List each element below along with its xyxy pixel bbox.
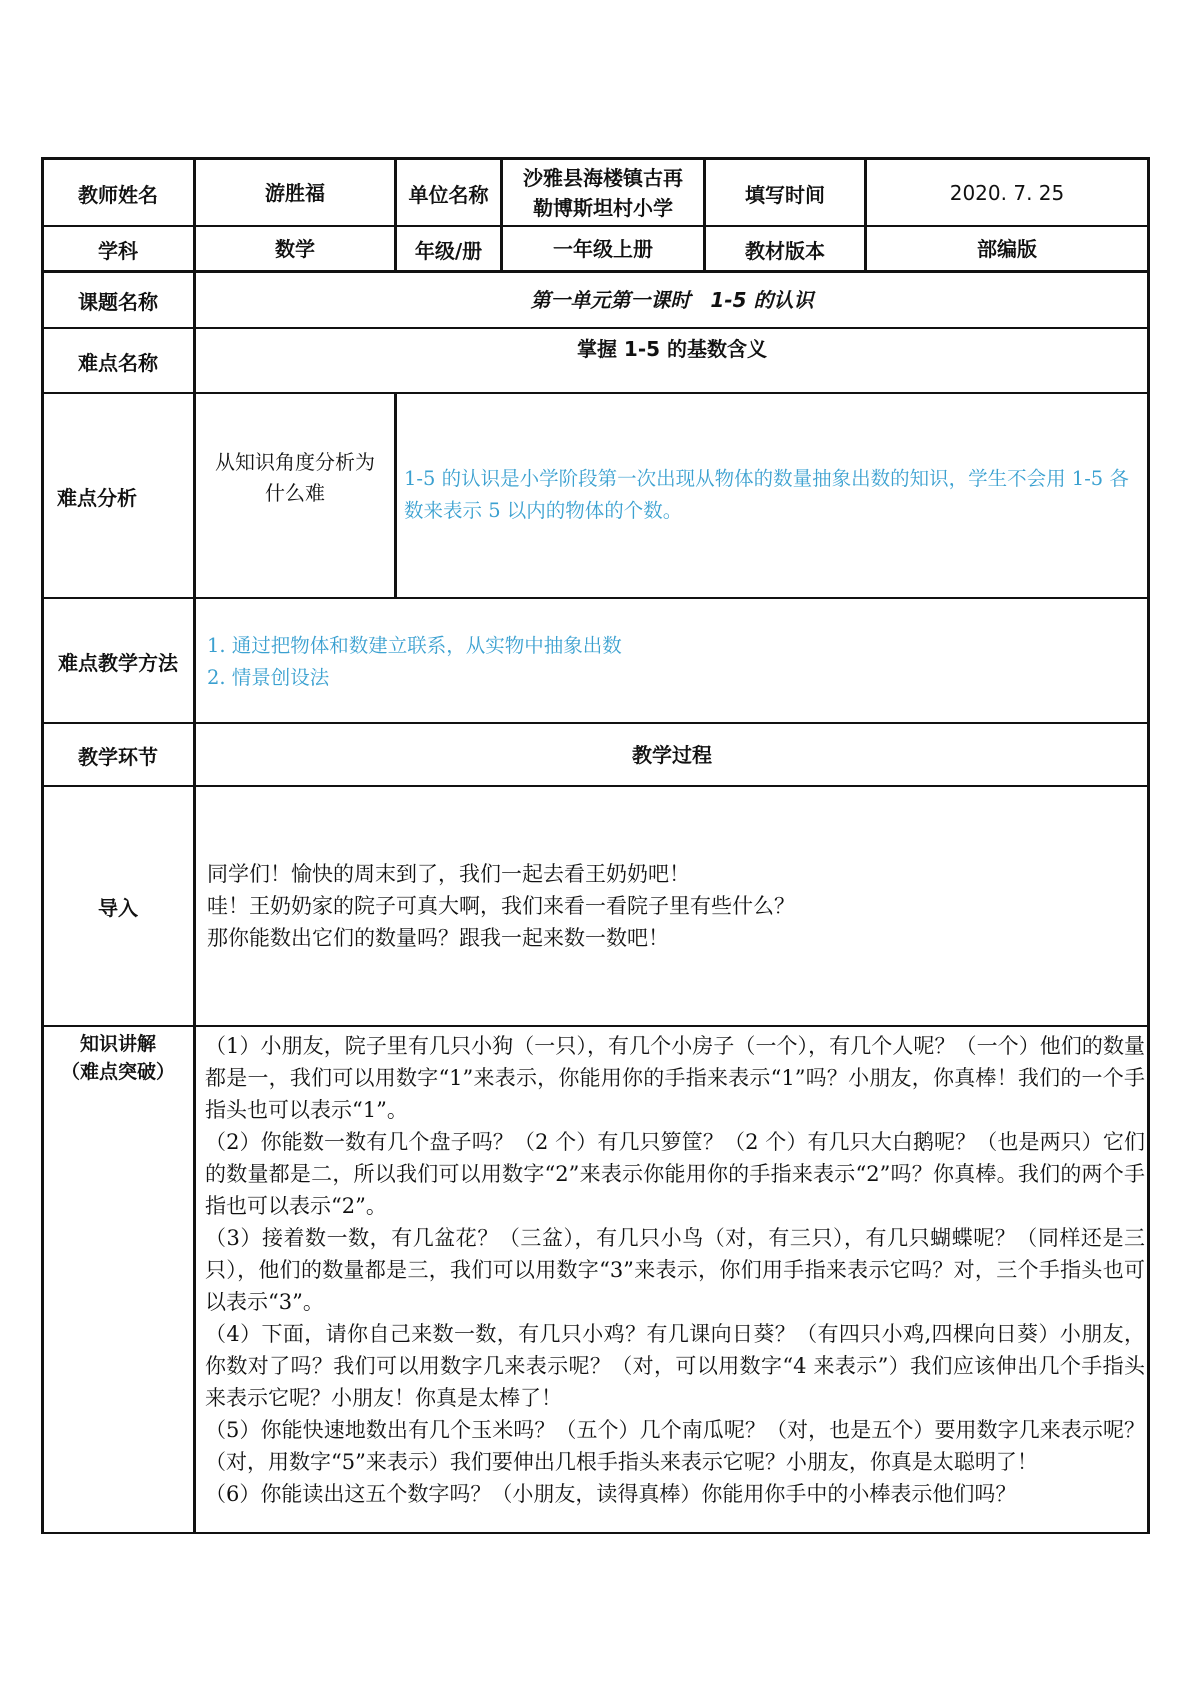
method-list [207, 630, 1137, 700]
unit-label: 单位名称 [408, 182, 489, 207]
knowledge-text [205, 1030, 1145, 1530]
knowledge-paragraph: （5）你能快速地数出有几个玉米吗？（五个）几个南瓜呢？（对，也是五个）要用数字几来表示呢？（对，用数字“5”来表示）我们要伸出几根手指头来表示它呢？小朋友，你真是太聪明了！ [205, 1418, 1145, 1474]
row-rule [41, 1025, 1150, 1027]
analysis-text: 1-5 的认识是小学阶段第一次出现从物体的数量抽象出数的知识，学生不会用 1-5 各数来表示 5 以内的物体的个数。 [404, 467, 1129, 522]
process-value: 教学过程 [632, 743, 712, 767]
header-divider [500, 157, 503, 273]
process-label: 教学环节 [78, 744, 158, 769]
grade-value: 一年级上册 [553, 237, 653, 261]
knowledge-paragraph: （1）小朋友，院子里有几只小狗（一只），有几个小房子（一个），有几个人呢？（一个）他们的数量都是一，我们可以用数字“1”来表示，你能用你的手指来表示“1”吗？小朋友，你真棒！我们的一个手指头也可以表示“1”。 [205, 1034, 1145, 1122]
intro-label: 导入 [98, 896, 138, 920]
date-value: 2020. 7. 25 [949, 181, 1065, 205]
header-divider [703, 157, 706, 273]
row-rule [41, 597, 1150, 599]
knowledge-label-line2: （难点突破） [60, 1061, 175, 1083]
knowledge-paragraph: （2）你能数一数有几个盘子吗？（2 个）有几只箩筐？（2 个）有几只大白鹅呢？（也是两只）它们的数量都是二，所以我们可以用数字“2”来表示你能用你的手指来表示“2”吗？你真棒。我们的两个手指也可以表示“2”。 [205, 1130, 1145, 1218]
grade-label: 年级/册 [414, 238, 483, 263]
row-rule [41, 225, 1150, 227]
label-column-divider [193, 157, 196, 1534]
row-rule [41, 722, 1150, 724]
analysis-sub-label: 从知识角度分析为什么难 [215, 450, 375, 505]
table-border-right [1147, 157, 1150, 1534]
row-rule [41, 327, 1150, 329]
intro-line: 同学们！愉快的周末到了，我们一起去看王奶奶吧！ [207, 862, 690, 886]
knowledge-paragraph: （3）接着数一数，有几盆花？（三盆），有几只小鸟（对，有三只），有几只蝴蝶呢？（同样还是三只），他们的数量都是三，我们可以用数字“3”来表示，你们用手指来表示它吗？对，三个手指头也可以表示“3”。 [205, 1226, 1145, 1314]
knowledge-label [43, 1028, 193, 1088]
intro-text [207, 858, 1137, 958]
subject-label: 学科 [98, 238, 138, 263]
difficulty-label: 难点名称 [78, 350, 158, 375]
topic-value: 第一单元第一课时 1-5 的认识 [530, 288, 814, 312]
unit-name-line2: 勒博斯坦村小学 [533, 196, 673, 220]
method-label: 难点教学方法 [58, 650, 178, 675]
teacher-name: 游胜福 [265, 181, 325, 205]
unit-name-line1: 沙雅县海楼镇古再 [523, 166, 683, 190]
analysis-divider [394, 393, 397, 599]
analysis-label: 难点分析 [57, 485, 137, 510]
row-rule [41, 157, 1150, 160]
subject-value: 数学 [275, 237, 315, 261]
header-divider [864, 157, 867, 273]
teacher-label: 教师姓名 [78, 182, 158, 207]
method-item: 2. 情景创设法 [207, 666, 330, 689]
row-rule [41, 1532, 1150, 1534]
edition-label: 教材版本 [745, 238, 825, 263]
difficulty-value: 掌握 1-5 的基数含义 [576, 337, 768, 361]
row-rule [41, 270, 1150, 273]
header-divider [394, 157, 397, 273]
intro-line: 哇！王奶奶家的院子可真大啊，我们来看一看院子里有些什么？ [207, 894, 795, 918]
date-label: 填写时间 [745, 182, 825, 207]
topic-label: 课题名称 [78, 289, 158, 314]
method-item: 1. 通过把物体和数建立联系，从实物中抽象出数 [207, 634, 622, 657]
knowledge-paragraph: （6）你能读出这五个数字吗？（小朋友，读得真棒）你能用你手中的小棒表示他们吗？ [205, 1482, 1017, 1506]
unit-name [503, 160, 703, 226]
knowledge-paragraph: （4）下面，请你自己来数一数，有几只小鸡？有几课向日葵？（有四只小鸡,四棵向日葵）小朋友，你数对了吗？我们可以用数字几来表示呢？（对，可以用数字“4 来表示”）我们应该伸出几个手指头来表示它呢？小朋友！你真是太棒了！ [205, 1322, 1145, 1410]
knowledge-label-line1: 知识讲解 [79, 1033, 156, 1055]
row-rule [41, 785, 1150, 787]
intro-line: 那你能数出它们的数量吗？跟我一起来数一数吧！ [207, 926, 669, 950]
table-border-left [41, 157, 44, 1534]
row-rule [41, 392, 1150, 394]
edition-value: 部编版 [977, 237, 1037, 261]
